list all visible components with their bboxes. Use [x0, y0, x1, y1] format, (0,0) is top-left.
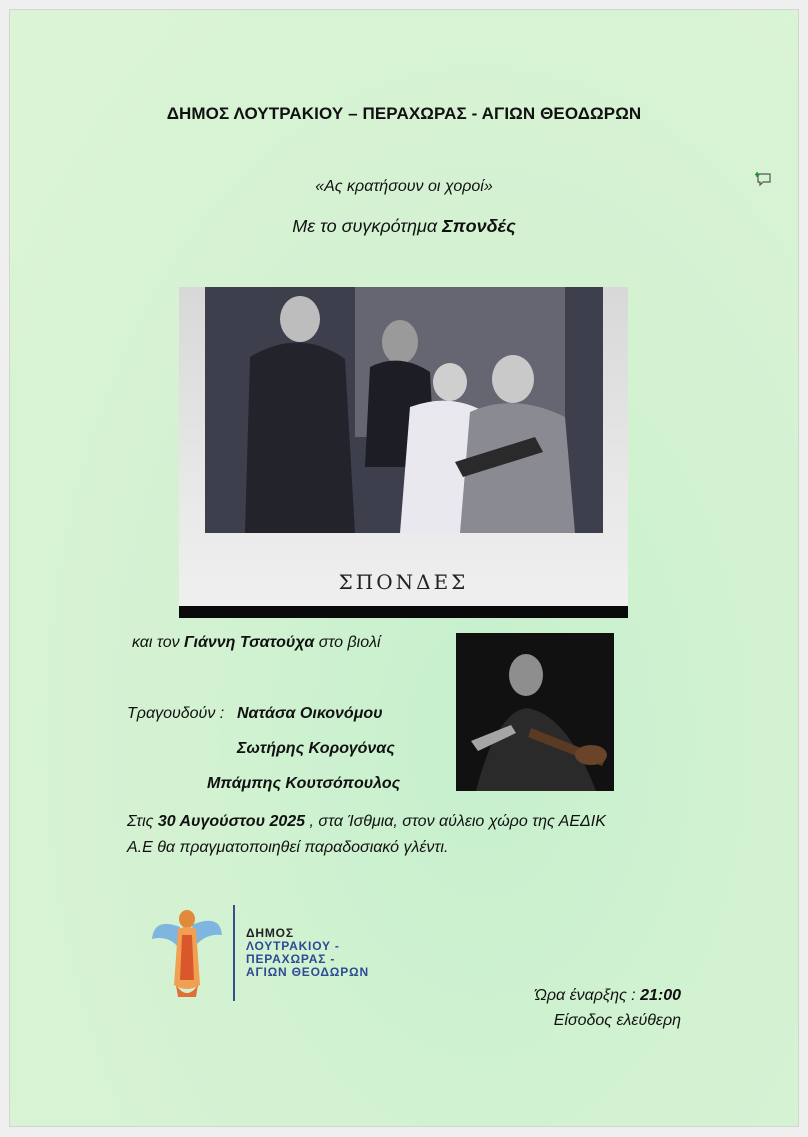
- logo-line: ΑΓΙΩΝ ΘΕΟΔΩΡΩΝ: [246, 965, 369, 979]
- violinist-suffix: στο βιολί: [314, 634, 381, 651]
- logo-line: ΔΗΜΟΣ: [246, 926, 294, 940]
- start-time: [500, 987, 681, 1005]
- singer-name: Σωτήρης Κορογόνας: [237, 740, 395, 757]
- event-subtitle: «Ας κρατήσουν οι χοροί»: [315, 178, 493, 195]
- band-name: Σπονδές: [442, 216, 516, 236]
- event-date: 30 Αυγούστου 2025: [157, 813, 306, 830]
- page-title: ΔΗΜΟΣ ΛΟΥΤΡΑΚΙΟΥ – ΠΕΡΑΧΩΡΑΣ - ΑΓΙΩΝ ΘΕΟΔΩΡΩΝ: [166, 104, 642, 123]
- start-time-label: Ώρα έναρξης :: [534, 987, 641, 1004]
- band-line: [0, 216, 808, 237]
- info-location: , στα Ίσθμια, στον αύλειο χώρο της ΑΕΔΙΚ: [305, 813, 606, 830]
- info-prefix: Στις: [127, 813, 158, 830]
- violinist-line: [132, 634, 381, 652]
- start-time-value: 21:00: [640, 987, 681, 1004]
- municipality-logo-text: [246, 927, 369, 979]
- municipality-logo-figure: [152, 905, 222, 1003]
- logo-line: ΛΟΥΤΡΑΚΙΟΥ -: [246, 939, 340, 953]
- band-photo-caption: ΣΠΟΝΔΕΣ: [338, 570, 469, 594]
- singer-name: Νατάσα Οικονόμου: [237, 705, 383, 722]
- free-entry: Είσοδος ελεύθερη: [553, 1012, 681, 1029]
- band-prefix: Με το συγκρότημα: [292, 216, 443, 236]
- violinist-prefix: και τον: [132, 634, 185, 651]
- logo-divider: [233, 905, 235, 1001]
- info-description: Α.Ε θα πραγματοποιηθεί παραδοσιακό γλέντι.: [127, 839, 449, 856]
- singers-label: Τραγουδούν :: [127, 705, 225, 722]
- logo-line: ΠΕΡΑΧΩΡΑΣ -: [246, 952, 336, 966]
- violinist-name: Γιάννη Τσατούχα: [184, 634, 315, 651]
- band-photo-border: [179, 606, 628, 618]
- violinist-photo: [456, 633, 614, 791]
- band-photo-image: [205, 287, 603, 533]
- singer-name: Μπάμπης Κουτσόπουλος: [207, 775, 401, 792]
- event-info: [127, 809, 687, 861]
- band-photo: [179, 287, 628, 618]
